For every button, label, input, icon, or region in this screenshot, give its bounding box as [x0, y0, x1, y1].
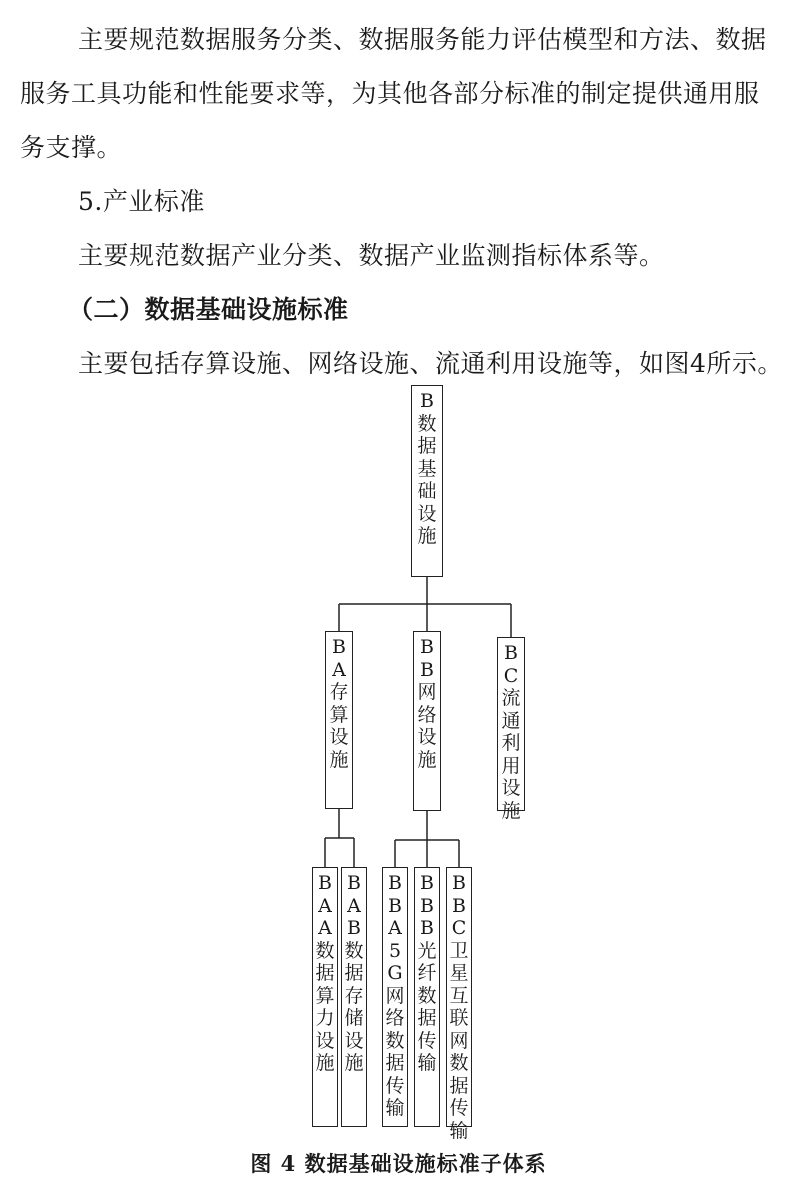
node-char: 施 — [315, 1052, 335, 1074]
node-char: A — [388, 917, 402, 939]
node-char: 存 — [344, 984, 364, 1007]
node-char: 星 — [449, 962, 469, 984]
node-char: 纤 — [417, 962, 437, 984]
node-char: A — [318, 894, 332, 917]
node-char: B — [504, 642, 518, 664]
node-char: 联 — [449, 1007, 469, 1029]
node-char: 数 — [385, 1029, 405, 1052]
node-char: 数 — [344, 939, 364, 962]
node-char: 据 — [417, 435, 437, 457]
node-char: B — [420, 894, 434, 917]
node-char: 算 — [329, 703, 349, 726]
node-char: 5 — [388, 939, 402, 962]
node-char: A — [332, 658, 346, 681]
node-char: 施 — [344, 1052, 364, 1074]
node-char: B — [452, 894, 466, 917]
diagram-node-bb — [413, 631, 441, 811]
node-char: 网 — [385, 984, 405, 1007]
node-char: 施 — [501, 799, 521, 822]
body-line-3: 务支撑。 — [20, 133, 123, 162]
node-char: 输 — [449, 1119, 469, 1142]
node-char: 利 — [501, 732, 521, 754]
node-char: G — [387, 962, 403, 984]
node-char: 流 — [501, 687, 521, 709]
section-heading-infrastructure: （二）数据基础设施标准 — [68, 295, 349, 324]
node-char: 传 — [385, 1074, 405, 1097]
node-char: 设 — [417, 726, 437, 748]
node-char: 卫 — [449, 939, 469, 962]
body-line-5: 主要包括存算设施、网络设施、流通利用设施等，如图4所示。 — [78, 349, 783, 378]
node-char: 设 — [344, 1029, 364, 1052]
node-char: 数 — [315, 939, 335, 962]
node-char: 施 — [417, 748, 437, 771]
node-char: 互 — [449, 984, 469, 1007]
node-char: B — [347, 872, 361, 894]
node-char: 设 — [501, 777, 521, 799]
node-char: 据 — [385, 1052, 405, 1074]
node-char: 据 — [315, 962, 335, 984]
diagram-node-ba — [325, 631, 353, 809]
node-char: 网 — [417, 681, 437, 703]
node-char: 据 — [449, 1074, 469, 1097]
node-char: 通 — [501, 709, 521, 732]
node-char: A — [347, 894, 361, 917]
node-char: B — [347, 917, 361, 939]
node-char: B — [420, 917, 434, 939]
diagram-node-bab — [341, 867, 367, 1127]
figure-caption: 图 4 数据基础设施标准子体系 — [250, 1151, 547, 1176]
node-char: C — [503, 664, 519, 687]
node-char: B — [388, 894, 402, 917]
node-char: 络 — [417, 703, 437, 726]
node-char: 数 — [417, 984, 437, 1007]
body-line-1: 主要规范数据服务分类、数据服务能力评估模型和方法、数据 — [78, 25, 767, 54]
body-line-4: 主要规范数据产业分类、数据产业监测指标体系等。 — [78, 241, 665, 270]
node-char: B — [452, 872, 466, 894]
node-char: 据 — [344, 962, 364, 984]
node-char: 传 — [449, 1097, 469, 1119]
node-char: 算 — [315, 984, 335, 1007]
node-char: 储 — [344, 1007, 364, 1029]
body-line-2: 服务工具功能和性能要求等，为其他各部分标准的制定提供通用服 — [20, 79, 760, 108]
node-char: 传 — [417, 1029, 437, 1052]
node-char: B — [332, 636, 346, 658]
node-char: C — [451, 917, 467, 939]
node-char: A — [318, 917, 332, 939]
diagram-node-bbb — [414, 867, 440, 1127]
node-char: B — [420, 390, 434, 412]
diagram-node-bbc — [446, 867, 472, 1142]
node-char: B — [420, 872, 434, 894]
node-char: B — [420, 658, 434, 681]
section-heading-industry: 5.产业标准 — [78, 187, 205, 216]
node-char: 数 — [417, 412, 437, 435]
diagram-node-baa — [312, 867, 338, 1127]
diagram-node-bba — [382, 867, 408, 1127]
node-char: 存 — [329, 681, 349, 703]
node-char: 输 — [385, 1097, 405, 1119]
diagram-node-root — [411, 385, 443, 577]
node-char: 设 — [329, 726, 349, 748]
node-char: B — [420, 636, 434, 658]
node-char: 施 — [329, 748, 349, 771]
node-char: 设 — [417, 502, 437, 525]
node-char: 用 — [501, 754, 521, 777]
node-char: 础 — [417, 480, 437, 502]
node-char: 基 — [417, 457, 437, 480]
node-char: 络 — [385, 1007, 405, 1029]
node-char: 输 — [417, 1052, 437, 1074]
diagram-node-bc — [497, 637, 525, 822]
node-char: B — [388, 872, 402, 894]
node-char: 光 — [417, 939, 437, 962]
node-char: 力 — [315, 1007, 335, 1029]
node-char: 数 — [449, 1052, 469, 1074]
node-char: 设 — [315, 1029, 335, 1052]
node-char: 施 — [417, 525, 437, 547]
node-char: 据 — [417, 1007, 437, 1029]
node-char: B — [318, 872, 332, 894]
node-char: 网 — [449, 1029, 469, 1052]
